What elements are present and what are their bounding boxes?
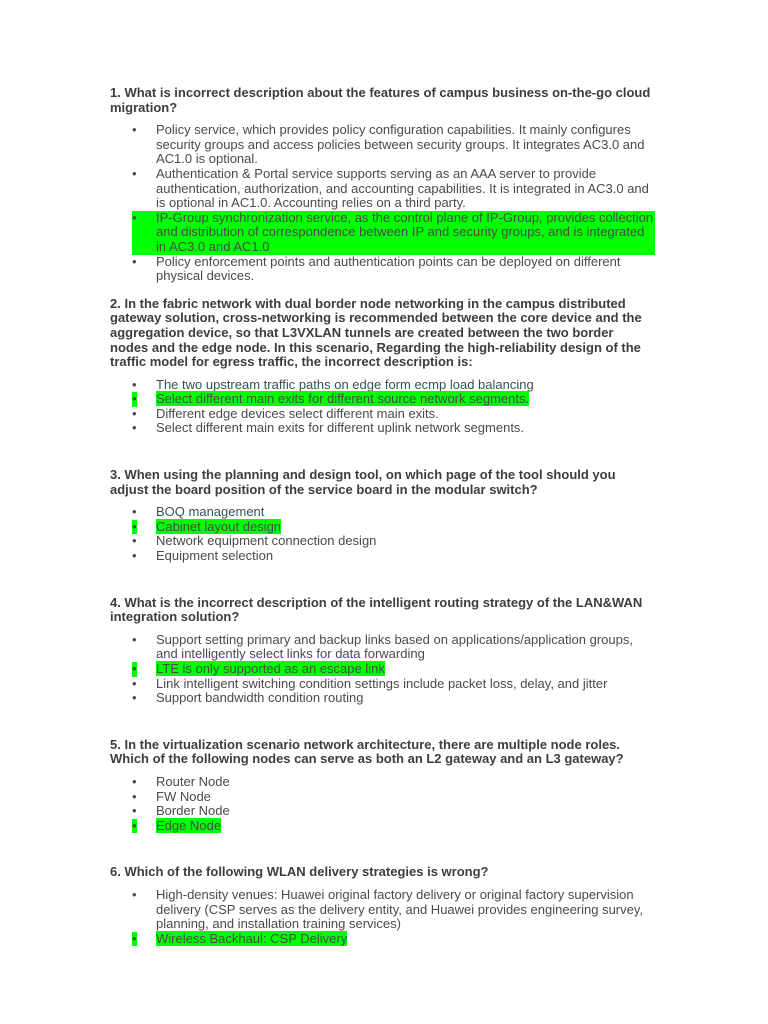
option-list	[110, 888, 655, 946]
option-item	[132, 803, 655, 819]
option-list	[110, 633, 655, 706]
option-item-highlighted	[132, 391, 655, 407]
bullet-icon: •	[132, 803, 137, 819]
question-title: 6. Which of the following WLAN delivery strategies is wrong?	[110, 864, 489, 880]
document-page	[110, 86, 655, 946]
option-item-highlighted	[132, 661, 655, 677]
bullet-icon: •	[132, 773, 137, 789]
question-title: 3. When using the planning and design tool, on which page of the tool should you adjust the board position of the service board in the modular switch?	[110, 467, 616, 497]
bullet-icon: •	[132, 930, 137, 946]
option-text: Cabinet layout design	[156, 518, 282, 534]
bullet-icon: •	[132, 209, 137, 225]
option-text: Policy service, which provides policy configuration capabilities. It mainly configures security groups and access policies between security groups. It integrates AC3.0 and AC1.0 is optional.	[156, 122, 645, 167]
option-text: LTE is only supported as an escape link	[156, 661, 385, 676]
bullet-icon: •	[132, 504, 137, 520]
option-item	[132, 405, 655, 422]
option-item	[132, 533, 655, 549]
option-text: Support bandwidth condition routing	[156, 690, 364, 706]
option-item	[132, 788, 655, 805]
bullet-icon: •	[132, 886, 137, 902]
option-text: FW Node	[156, 788, 211, 804]
option-text: Equipment selection	[156, 548, 274, 564]
bullet-icon: •	[132, 122, 137, 138]
option-text: Different edge devices select different main exits.	[156, 405, 439, 421]
option-text: The two upstream traffic paths on edge form ecmp load balancing	[156, 376, 534, 392]
option-text: Router Node	[156, 773, 230, 789]
option-item-highlighted	[132, 817, 655, 834]
bullet-icon: •	[132, 817, 137, 833]
bullet-icon: •	[132, 420, 137, 436]
option-item-highlighted	[132, 518, 655, 535]
option-item	[132, 376, 655, 393]
question-title: 2. In the fabric network with dual border node networking in the campus distributed gateway solution, cross-networking is recommended between the core device and the aggregation device, so that L3VXLAN tunnels are created between the two border nodes and the edge node. In this scenario, Regarding the high-reliability design of the traffic model for egress traffic, the incorrect description is:	[110, 295, 642, 370]
bullet-icon: •	[132, 548, 137, 564]
option-text: Border Node	[156, 803, 230, 819]
question-title: 4. What is the incorrect description of the intelligent routing strategy of the LAN&WAN integration solution?	[110, 594, 643, 625]
option-list	[110, 775, 655, 833]
bullet-icon: •	[132, 533, 137, 549]
option-list	[110, 123, 655, 284]
question-2	[110, 297, 655, 436]
option-text: Policy enforcement points and authentication points can be deployed on different physical devices.	[156, 253, 621, 284]
option-item	[132, 886, 655, 932]
question-5	[110, 738, 655, 834]
option-item	[132, 165, 655, 211]
option-text: Edge Node	[156, 817, 222, 833]
question-title: 5. In the virtualization scenario network architecture, there are multiple node roles. Which of the following nodes can serve as both an L2 gateway and an L3 gateway?	[110, 736, 624, 767]
question-title: 1. What is incorrect description about the features of campus business on-the-go cloud migration?	[110, 85, 651, 115]
bullet-icon: •	[132, 405, 137, 421]
option-item	[132, 122, 655, 167]
bullet-icon: •	[132, 391, 137, 407]
question-1	[110, 86, 655, 284]
option-list	[110, 378, 655, 436]
option-item	[132, 690, 655, 706]
option-item	[132, 548, 655, 564]
question-6	[110, 865, 655, 946]
option-text: Wireless Backhaul: CSP Delivery	[156, 930, 348, 946]
option-item	[132, 253, 655, 284]
bullet-icon: •	[132, 518, 137, 534]
option-text: Authentication & Portal service supports serving as an AAA server to provide authentication, authorization, and accounting capabilities. It is integrated in AC3.0 and is optional in AC1.0. Accounting relies on a third party.	[156, 165, 649, 211]
option-item	[132, 504, 655, 520]
bullet-icon: •	[132, 631, 137, 647]
bullet-icon: •	[132, 376, 137, 392]
bullet-icon: •	[132, 661, 137, 676]
option-item	[132, 773, 655, 790]
question-4	[110, 596, 655, 706]
option-item-highlighted	[132, 211, 655, 255]
option-text: Link intelligent switching condition settings include packet loss, delay, and jitter	[156, 675, 608, 691]
bullet-icon: •	[132, 253, 137, 269]
bullet-icon: •	[132, 788, 137, 804]
option-item	[132, 420, 655, 436]
option-item	[132, 631, 655, 662]
question-3	[110, 468, 655, 564]
bullet-icon: •	[132, 165, 137, 181]
bullet-icon: •	[132, 675, 137, 691]
option-list	[110, 505, 655, 563]
option-text: Select different main exits for different source network segments.	[156, 391, 530, 407]
bullet-icon: •	[132, 690, 137, 706]
option-text: Support setting primary and backup links based on applications/application groups, and intelligently select links for data forwarding	[156, 631, 633, 662]
option-text: IP-Group synchronization service, as the control plane of IP-Group, provides collection and distribution of correspondence between IP and security groups, and is integrated in AC3.0 and AC1.0	[156, 209, 654, 254]
option-text: Network equipment connection design	[156, 533, 377, 549]
option-item-highlighted	[132, 930, 655, 947]
option-text: High-density venues: Huawei original factory delivery or original factory supervision delivery (CSP serves as the delivery entity, and Huawei provides engineering survey, planning, and installation training services)	[156, 886, 644, 932]
option-item	[132, 675, 655, 692]
option-text: BOQ management	[156, 504, 265, 520]
option-text: Select different main exits for different uplink network segments.	[156, 420, 525, 436]
